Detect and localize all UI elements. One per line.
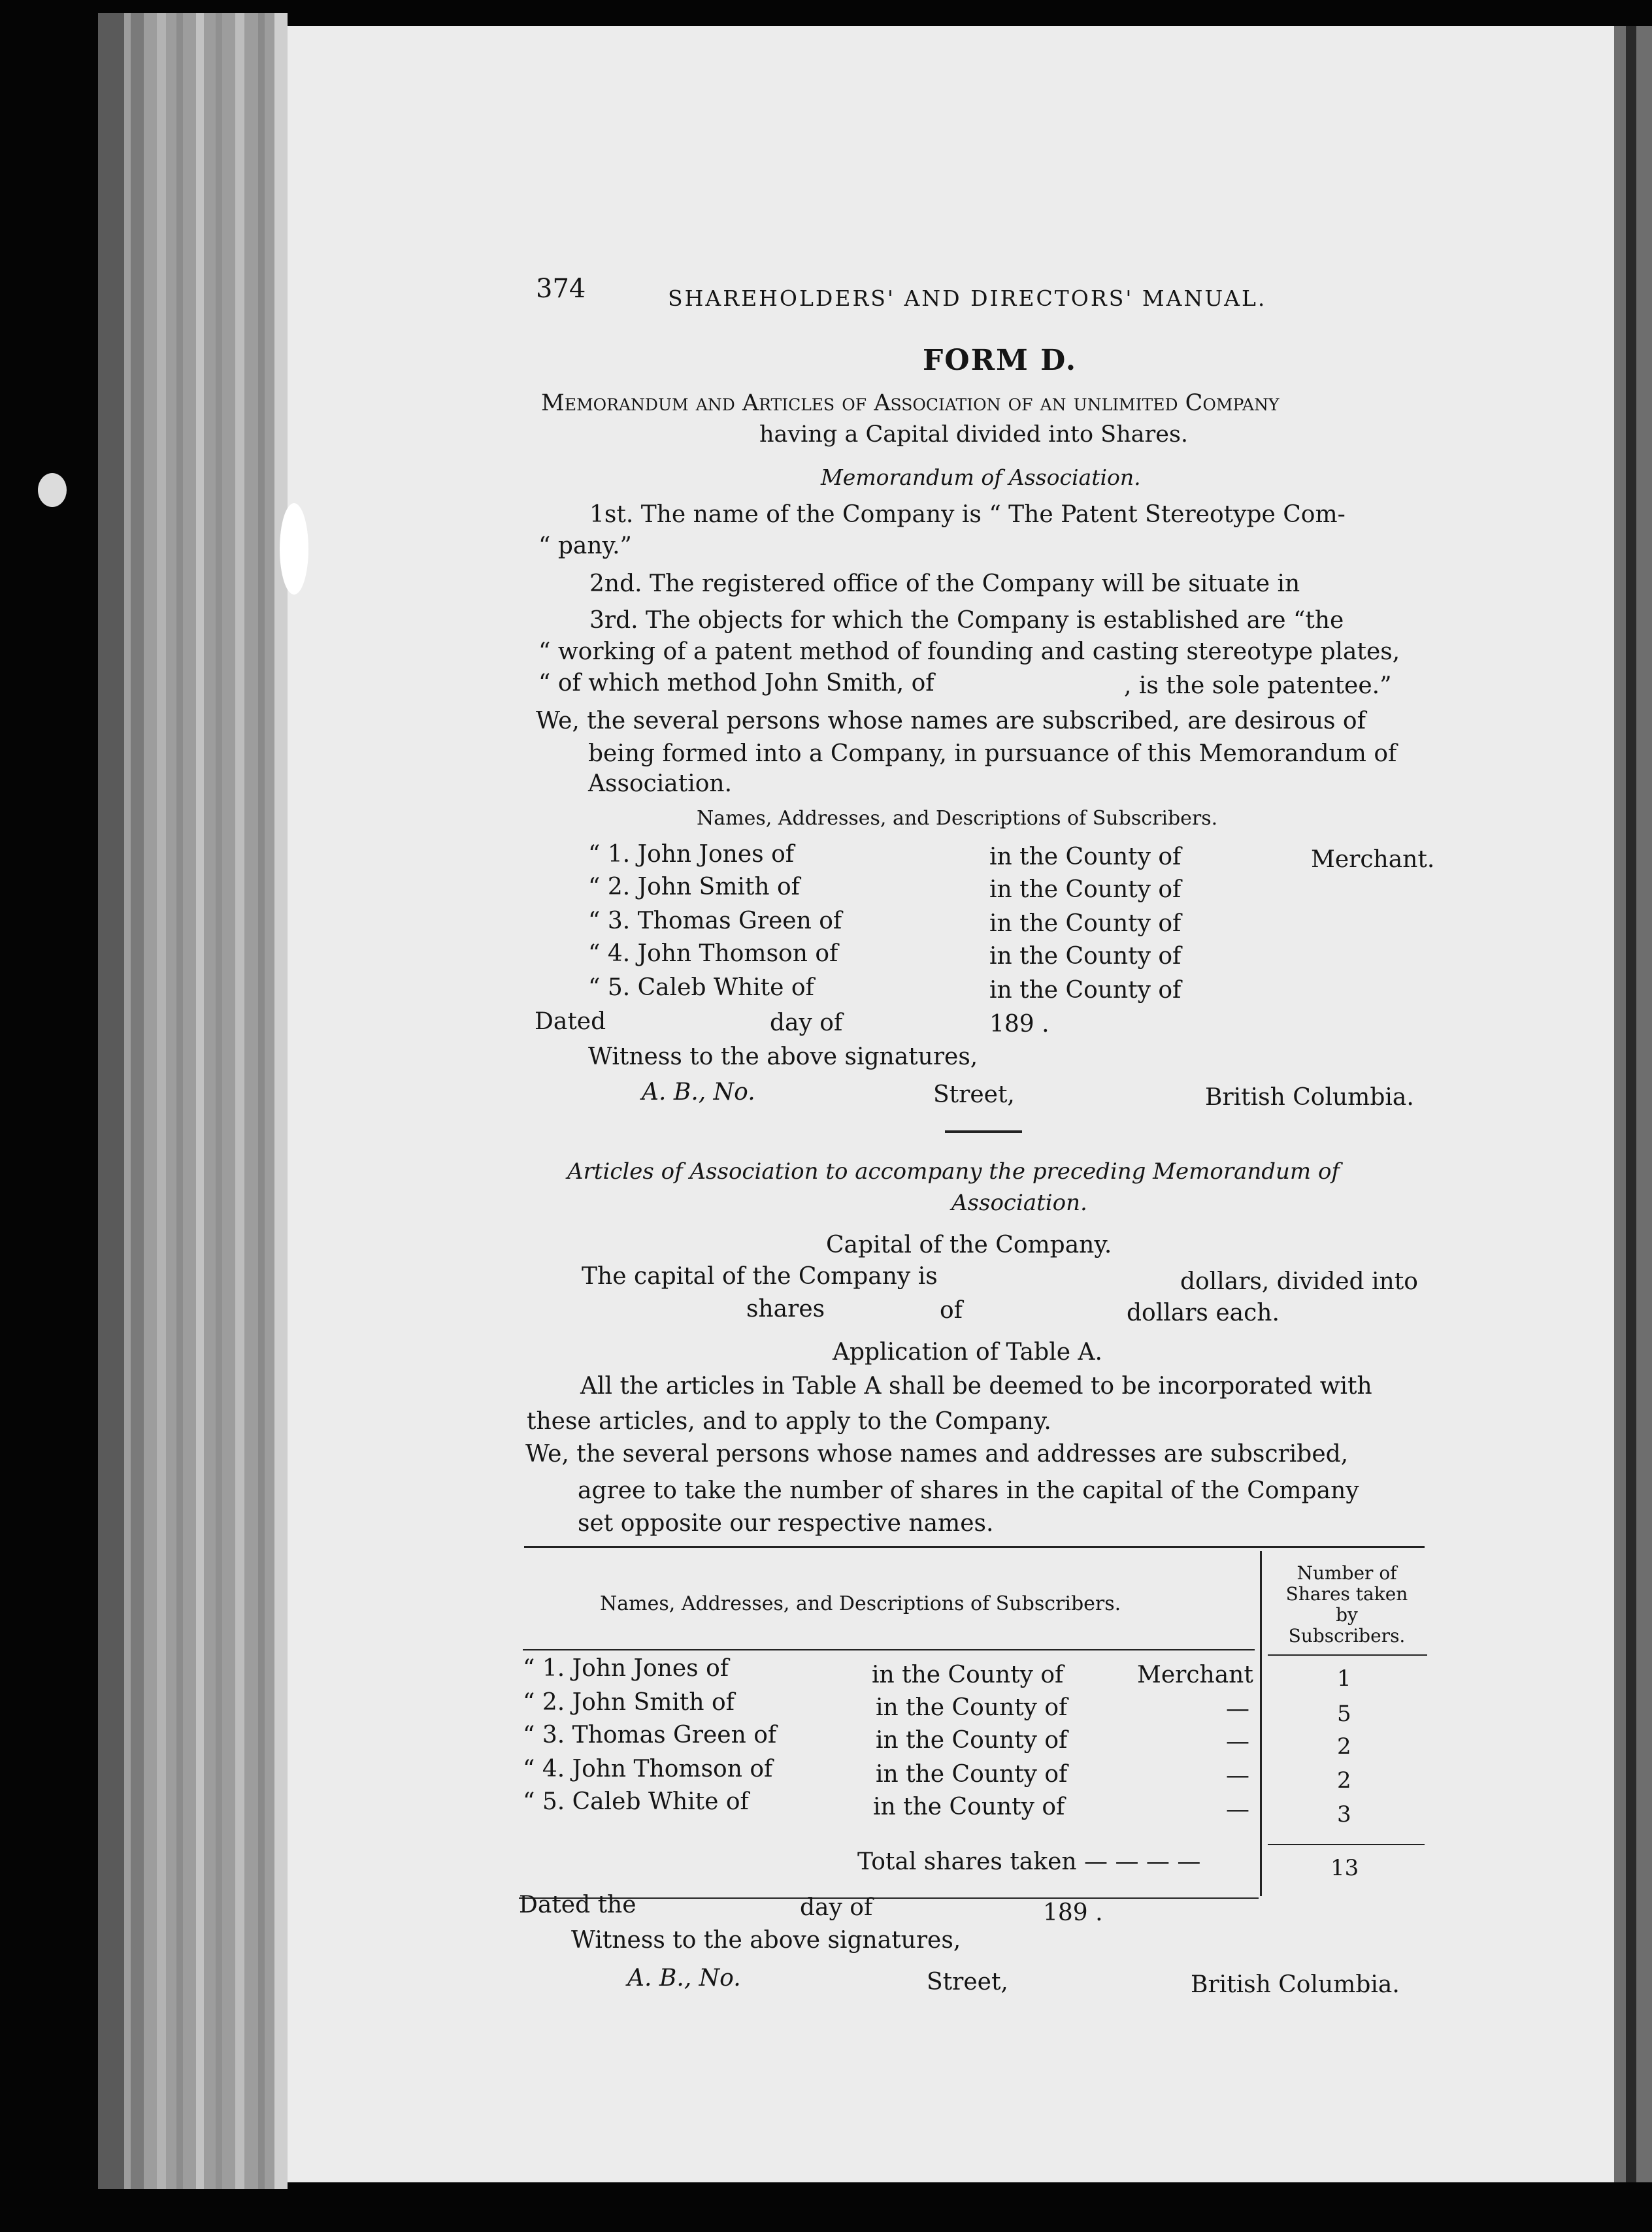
closing-witness-place: British Columbia. [1191,1971,1400,1998]
subscriber-1-description: Merchant. [1311,846,1435,873]
table-a-line1: All the articles in Table A shall be deemed to be incorporated with [580,1373,1372,1400]
memorandum-witness-ab: A. B., No. [642,1079,755,1106]
table-row-4-county: in the County of [876,1761,1068,1788]
table-header-number-line1: Number of [1297,1562,1397,1584]
memorandum-dated-label: Dated [535,1008,606,1035]
table-row-5-name: “ 5. Caleb White of [523,1788,749,1815]
table-total-value: 13 [1330,1855,1359,1881]
capital-line2a: shares [746,1296,825,1322]
running-title: SHAREHOLDERS' AND DIRECTORS' MANUAL. [668,286,1267,311]
memorandum-witness-street: Street, [933,1081,1015,1108]
articles-we-line3: set opposite our respective names. [578,1510,994,1537]
subscriber-1-county: in the County of [989,844,1181,870]
memorandum-witness-line: Witness to the above signatures, [588,1043,978,1070]
memorandum-subscribers-heading: Names, Addresses, and Descriptions of Subscribers. [697,807,1218,830]
memorandum-we-line1: We, the several persons whose names are subscribed, are desirous of [536,708,1366,734]
table-row-3-name: “ 3. Thomas Green of [523,1722,777,1748]
table-header-number-line2: Shares taken [1285,1583,1408,1605]
closing-year: 189 . [1043,1899,1103,1926]
table-row-4-shares: 2 [1337,1767,1351,1794]
table-row-1-description: Merchant [1137,1662,1253,1688]
capital-line1a: The capital of the Company is [582,1263,938,1290]
table-header-rule-right [1268,1654,1427,1656]
closing-witness-line: Witness to the above signatures, [571,1927,961,1954]
table-row-3-description: — [1226,1728,1249,1755]
table-row-2-county: in the County of [876,1694,1068,1721]
subscriber-4-name: “ 4. John Thomson of [588,940,838,967]
closing-witness-ab: A. B., No. [627,1965,741,1992]
table-row-5-shares: 3 [1337,1801,1351,1828]
capital-line2b: of [940,1297,963,1324]
capital-heading: Capital of the Company. [826,1232,1112,1258]
memorandum-clause-2: 2nd. The registered office of the Company will be situate in [589,570,1300,597]
table-row-4-description: — [1226,1762,1249,1789]
page-number: 374 [536,274,586,304]
table-header-number-line4: Subscribers. [1288,1625,1406,1647]
subscriber-2-name: “ 2. John Smith of [588,874,800,900]
table-top-rule [524,1546,1425,1548]
table-header-number-line3: by [1336,1604,1358,1626]
memorandum-witness-place: British Columbia. [1205,1084,1414,1111]
memorandum-day-of-label: day of [770,1009,843,1036]
table-row-2-description: — [1226,1696,1249,1722]
articles-heading-line2: Association. [951,1190,1087,1216]
table-row-1-shares: 1 [1337,1666,1351,1692]
articles-we-line1: We, the several persons whose names and addresses are subscribed, [525,1441,1349,1468]
table-row-2-name: “ 2. John Smith of [523,1689,735,1716]
subscriber-1-name: “ 1. John Jones of [588,841,795,868]
table-row-1-name: “ 1. John Jones of [523,1655,729,1682]
table-a-line2: these articles, and to apply to the Company. [527,1408,1051,1435]
table-row-2-shares: 5 [1337,1701,1351,1727]
memorandum-clause-1-line1: 1st. The name of the Company is “ The Patent Stereotype Com- [589,501,1346,528]
table-total-label: Total shares taken — — — — [857,1848,1201,1875]
memorandum-clause-1-line2: “ pany.” [538,533,632,559]
closing-dated-label: Dated the [519,1892,636,1918]
articles-heading-line1: Articles of Association to accompany the preceding Memorandum of [567,1158,1340,1185]
capital-line2c: dollars each. [1127,1300,1280,1326]
form-subtitle-line2: having a Capital divided into Shares. [759,421,1189,448]
table-total-rule [1268,1844,1425,1845]
table-row-3-county: in the County of [876,1727,1068,1754]
subscriber-5-county: in the County of [989,977,1181,1004]
table-row-4-name: “ 4. John Thomson of [523,1756,773,1782]
closing-day-of-label: day of [800,1894,873,1921]
table-header-rule [523,1649,1255,1650]
articles-we-line2: agree to take the number of shares in the capital of the Company [578,1477,1359,1504]
subscriber-5-name: “ 5. Caleb White of [588,974,814,1001]
table-column-divider [1260,1551,1262,1896]
subscriber-3-county: in the County of [989,910,1181,937]
closing-witness-street: Street, [927,1969,1008,1995]
subscriber-2-county: in the County of [989,876,1181,903]
form-subtitle-line1: Memorandum and Articles of Association of an unlimited Company [541,390,1280,416]
memorandum-clause-3-line1: 3rd. The objects for which the Company is established are “the [589,607,1344,634]
memorandum-we-line2: being formed into a Company, in pursuance of this Memorandum of [588,740,1397,767]
subscriber-3-name: “ 3. Thomas Green of [588,908,842,934]
capital-line1b: dollars, divided into [1180,1268,1418,1295]
form-title: FORM D. [923,344,1078,377]
table-row-3-shares: 2 [1337,1733,1351,1760]
memorandum-we-line3: Association. [588,770,733,797]
table-header-subscribers: Names, Addresses, and Descriptions of Subscribers. [600,1592,1121,1615]
memorandum-heading: Memorandum of Association. [821,465,1141,490]
memorandum-year: 189 . [989,1011,1049,1038]
table-row-1-county: in the County of [872,1662,1064,1688]
table-row-5-description: — [1226,1796,1249,1823]
table-a-heading: Application of Table A. [833,1339,1102,1366]
memorandum-clause-3-line3b: , is the sole patentee.” [1124,672,1392,699]
memorandum-clause-3-line3a: “ of which method John Smith, of [538,670,934,697]
table-row-5-county: in the County of [873,1794,1065,1820]
subscriber-4-county: in the County of [989,943,1181,970]
memorandum-clause-3-line2: “ working of a patent method of founding and casting stereotype plates, [538,638,1400,665]
section-divider [945,1130,1022,1133]
